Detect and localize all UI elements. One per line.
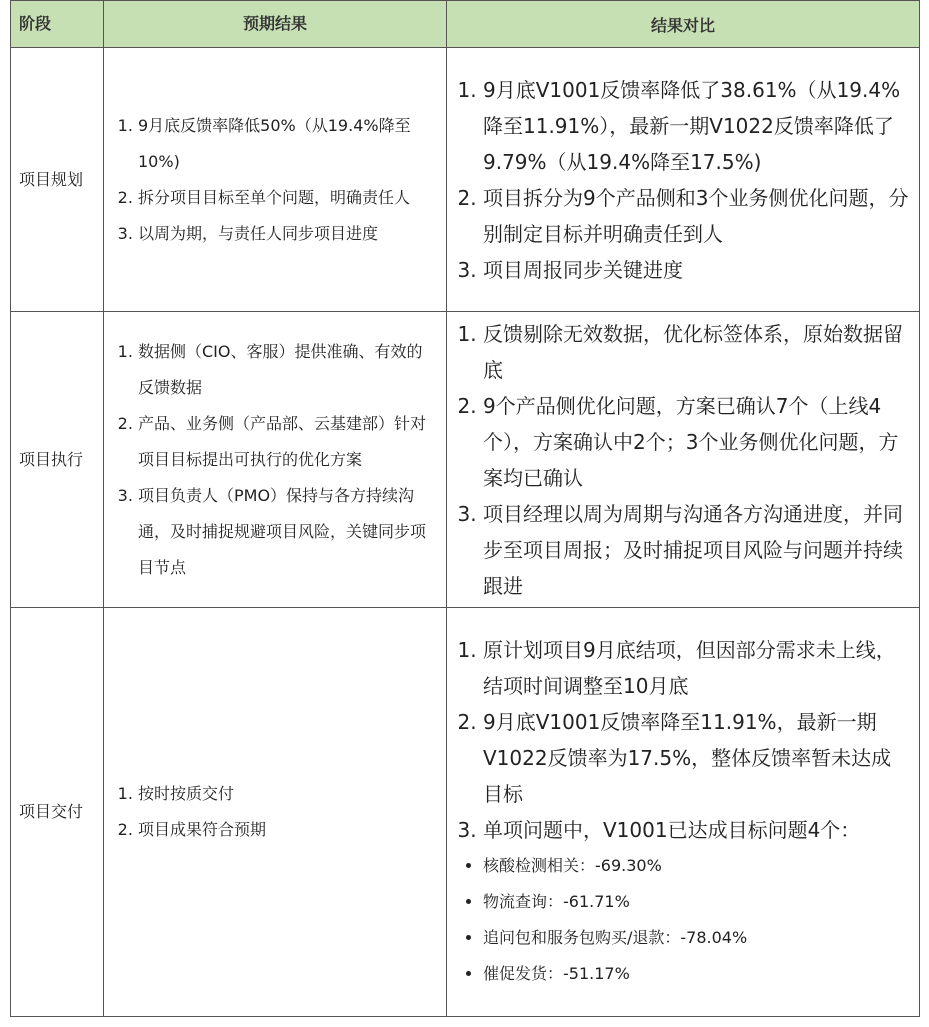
list-item: 1. 9月底V1001反馈率降低了38.61%（从19.4%降至11.91%），最新一期V1022反馈率降低了9.79%（从19.4%降至17.5%) (483, 72, 911, 180)
expected-cell (104, 48, 447, 312)
result-cell (447, 312, 920, 608)
list-item: 2. 产品、业务侧（产品部、云基建部）针对项目目标提出可执行的优化方案 (138, 406, 438, 478)
stage-cell: 项目交付 (11, 608, 104, 1017)
header-stage: 阶段 (11, 1, 104, 48)
table-row (11, 608, 920, 1017)
list-item: 1. 反馈剔除无效数据，优化标签体系，原始数据留底 (483, 316, 911, 388)
table-row (11, 312, 920, 608)
stage-cell: 项目规划 (11, 48, 104, 312)
list-item: 2. 9个产品侧优化问题，方案已确认7个（上线4个），方案确认中2个；3个业务侧优化问题，方案均已确认 (483, 388, 911, 496)
bullet-item: • 物流查询：-61.71% (483, 884, 911, 920)
bullet-item: • 催促发货：-51.17% (483, 956, 911, 992)
bullet-item: • 追问包和服务包购买/退款：-78.04% (483, 920, 911, 956)
list-item: 3. 单项问题中，V1001已达成目标问题4个： (483, 812, 911, 848)
list-item: 1. 9月底反馈率降低50%（从19.4%降至10%) (138, 108, 438, 180)
results-table (10, 0, 920, 1017)
header-row (11, 1, 920, 48)
header-result: 结果对比 (447, 1, 920, 48)
list-item: 3. 项目经理以周为周期与沟通各方沟通进度，并同步至项目周报；及时捕捉项目风险与问题并持续跟进 (483, 496, 911, 604)
bullet-item: • 核酸检测相关：-69.30% (483, 848, 911, 884)
expected-cell (104, 312, 447, 608)
list-item: 1. 原计划项目9月底结项，但因部分需求未上线，结项时间调整至10月底 (483, 632, 911, 704)
table-row (11, 48, 920, 312)
expected-cell (104, 608, 447, 1017)
list-item: 3. 项目负责人（PMO）保持与各方持续沟通，及时捕捉规避项目风险，关键同步项目节点 (138, 478, 438, 586)
list-item: 1. 数据侧（CIO、客服）提供准确、有效的反馈数据 (138, 334, 438, 406)
result-cell (447, 48, 920, 312)
list-item: 3. 项目周报同步关键进度 (483, 252, 911, 288)
list-item: 2. 拆分项目目标至单个问题，明确责任人 (138, 180, 438, 216)
list-item: 3. 以周为期，与责任人同步项目进度 (138, 216, 438, 252)
list-item: 2. 9月底V1001反馈率降至11.91%，最新一期V1022反馈率为17.5%，整体反馈率暂未达成目标 (483, 704, 911, 812)
list-item: 2. 项目拆分为9个产品侧和3个业务侧优化问题，分别制定目标并明确责任到人 (483, 180, 911, 252)
result-cell (447, 608, 920, 1017)
header-expected: 预期结果 (104, 1, 447, 48)
list-item: 1. 按时按质交付 (138, 776, 438, 812)
stage-cell: 项目执行 (11, 312, 104, 608)
list-item: 2. 项目成果符合预期 (138, 812, 438, 848)
